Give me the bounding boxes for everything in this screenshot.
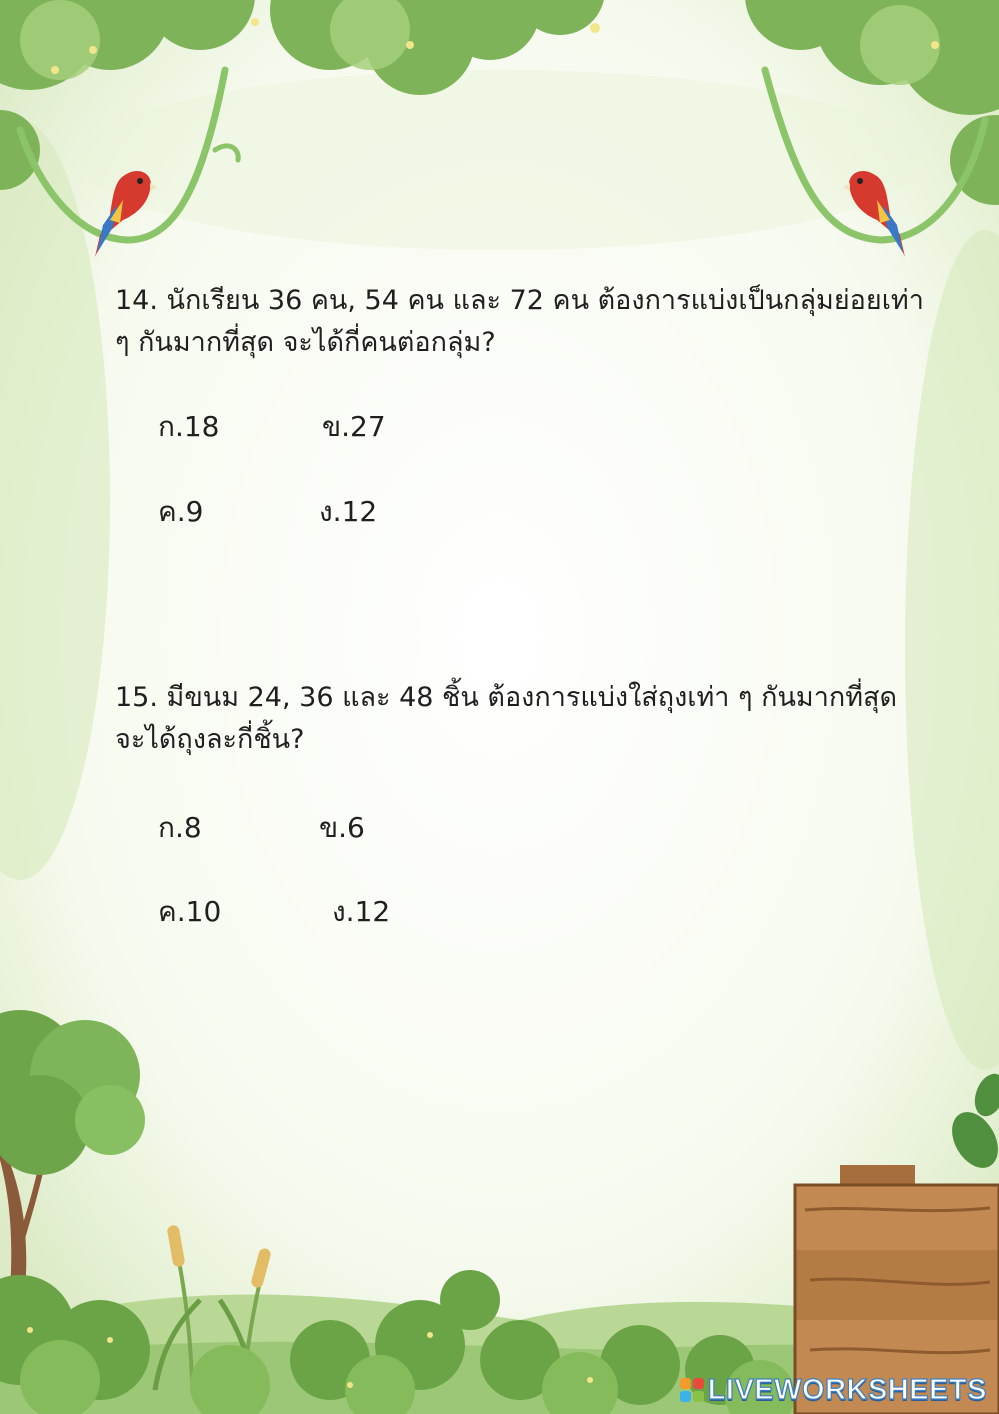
option-d: ง.12 <box>319 495 378 528</box>
option-b: ข.6 <box>319 811 365 844</box>
option-c: ค.9 <box>158 495 204 528</box>
option-d: ง.12 <box>332 895 391 928</box>
question-text: 14. นักเรียน 36 คน, 54 คน และ 72 คน ต้องการแบ่งเป็นกลุ่มย่อยเท่า ๆ กันมากที่สุด จะได้กี่คนต่อกลุ่ม? <box>115 285 924 358</box>
option-a: ก.8 <box>158 811 202 844</box>
option-c: ค.10 <box>158 895 222 928</box>
brand-name: LIVEWORKSHEETS <box>707 1373 987 1406</box>
liveworksheets-logo <box>680 1372 987 1408</box>
liveworksheets-icon <box>680 1378 704 1402</box>
option-a: ก.18 <box>158 410 220 443</box>
option-b: ข.27 <box>322 410 386 443</box>
question-text: 15. มีขนม 24, 36 และ 48 ชิ้น ต้องการแบ่งใส่ถุงเท่า ๆ กันมากที่สุด จะได้ถุงละกี่ชิ้น? <box>115 682 898 755</box>
